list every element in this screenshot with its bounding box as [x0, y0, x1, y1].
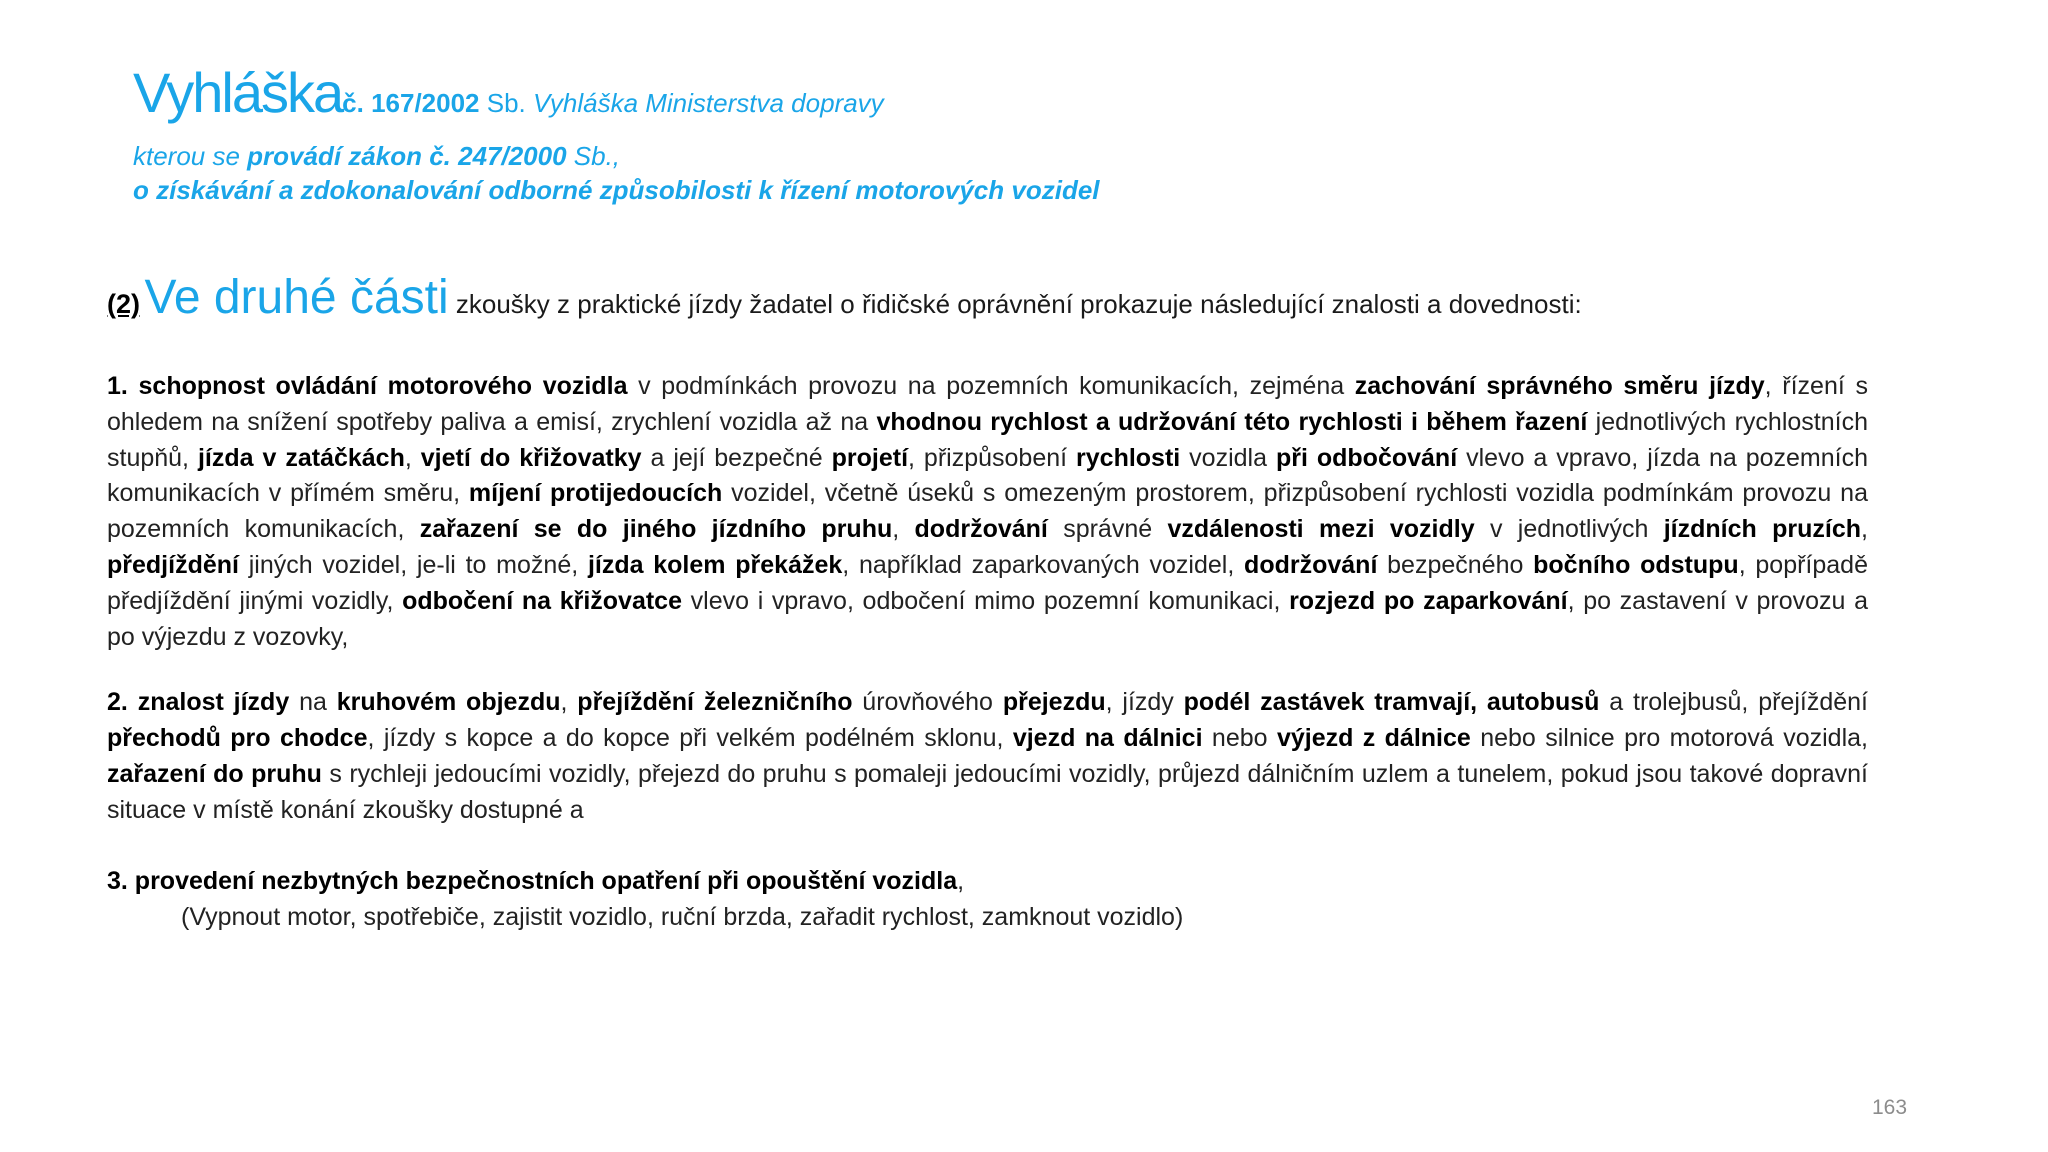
text-run: ,	[892, 515, 915, 544]
bold-phrase: výjezd z dálnice	[1276, 724, 1471, 753]
text-run: správné	[1047, 515, 1168, 544]
text-run: s rychleji jedoucími vozidly, přejezd do pruhu s pomaleji jedoucími vozidly, průjezd dálničním uzlem a tunelem, pokud jsou takové dopravní situace v místě konání zkoušky dostupné a	[107, 759, 1868, 824]
bold-phrase: zařazení do pruhu	[107, 759, 322, 788]
bold-phrase: předjíždění	[107, 550, 239, 579]
text-run: vozidla	[1180, 443, 1276, 472]
section-intro: zkoušky z praktické jízdy žadatel o řidičské oprávnění prokazuje následující znalosti a dovednosti:	[448, 289, 1582, 319]
header-line2-b: provádí zákon č. 247/2000	[247, 141, 567, 171]
bold-phrase: rychlosti	[1076, 443, 1181, 472]
text-run: , popřípadě předjíždění jinými vozidly,	[107, 550, 1868, 615]
bold-phrase: jízda kolem překážek	[587, 550, 843, 579]
text-run: , jízdy s kopce a do kopce při velkém podélném sklonu,	[367, 724, 1013, 753]
text-run: jednotlivých rychlostních stupňů,	[107, 407, 1868, 472]
bold-phrase: jízdních pruzích	[1663, 515, 1862, 544]
text-run: a její bezpečné	[641, 443, 832, 472]
text-run: nebo	[1202, 724, 1277, 753]
item-2-paragraph	[107, 685, 1868, 828]
item-3-tail: ,	[957, 866, 965, 895]
decree-number: č. 167/2002	[342, 88, 480, 118]
bold-phrase: vzdálenosti mezi vozidly	[1167, 515, 1475, 544]
text-run: ,	[560, 688, 578, 717]
section-heading	[107, 268, 1868, 339]
text-run: , jízdy	[1105, 688, 1184, 717]
bold-phrase: odbočení na křižovatce	[402, 586, 682, 615]
bold-phrase: přejíždění železničního	[577, 688, 853, 717]
text-run: v jednotlivých	[1474, 515, 1664, 544]
text-run: vlevo i vpravo, odbočení mimo pozemní komunikaci,	[682, 586, 1290, 615]
bold-phrase: vjezd na dálnici	[1012, 724, 1203, 753]
bold-phrase: zařazení se do jiného jízdního pruhu	[419, 515, 893, 544]
decree-subtitle: Vyhláška Ministerstva dopravy	[533, 88, 884, 118]
slide-content	[107, 268, 1868, 935]
bold-phrase: dodržování	[1244, 550, 1378, 579]
bold-phrase: bočního odstupu	[1533, 550, 1739, 579]
text-run: nebo silnice pro motorová vozidla,	[1470, 724, 1868, 753]
text-run: v podmínkách provozu na pozemních komunikacích, zejména	[627, 372, 1355, 400]
bold-phrase: rozjezd po zaparkování	[1289, 586, 1568, 615]
section-number: (2)	[107, 289, 140, 319]
item-3-bold: 3. provedení nezbytných bezpečnostních opatření při opouštění vozidla	[107, 866, 958, 895]
header-line-1	[133, 58, 1933, 143]
bold-phrase: podél zastávek tramvají, autobusů	[1183, 688, 1600, 717]
header-title: Vyhláška	[133, 61, 343, 124]
bold-phrase: při odbočování	[1275, 443, 1458, 472]
bold-phrase: zachování správného směru jízdy	[1354, 372, 1765, 400]
slide-header	[133, 58, 1933, 207]
text-run: ,	[404, 443, 421, 472]
bold-phrase: 2. znalost jízdy	[107, 688, 290, 717]
text-run: vlevo a vpravo, jízda na pozemních komunikacích v přímém směru,	[107, 443, 1869, 508]
text-run: , například zaparkovaných vozidel,	[842, 550, 1245, 579]
page-number: 163	[1872, 1096, 1908, 1119]
bold-phrase: 1. schopnost ovládání motorového vozidla	[107, 372, 628, 400]
text-run: jiných vozidel, je-li to možné,	[238, 550, 588, 579]
text-run: na	[289, 688, 337, 717]
text-run: , řízení s ohledem na snížení spotřeby paliva a emisí, zrychlení vozidla až na	[107, 372, 1868, 436]
text-run: , přizpůsobení	[908, 443, 1077, 472]
text-run: ,	[1861, 515, 1868, 544]
text-run: a trolejbusů, přejíždění	[1599, 688, 1868, 717]
decree-sb: Sb.	[479, 88, 533, 118]
text-run: , po zastavení v provozu a po výjezdu z vozovky,	[107, 586, 1869, 651]
text-run: vozidel, včetně úseků s omezeným prostorem, přizpůsobení rychlosti vozidla podmínkám provozu na pozemních komunikacích,	[107, 479, 1868, 544]
bold-phrase: vjetí do křižovatky	[420, 443, 642, 472]
bold-phrase: dodržování	[914, 515, 1048, 544]
text-run: úrovňového	[852, 688, 1003, 717]
item-3-paragraph	[107, 863, 1868, 935]
header-line-2	[133, 139, 1933, 173]
item-1-paragraph	[107, 369, 1868, 655]
bold-phrase: vhodnou rychlost a udržování této rychlosti i během řazení	[876, 407, 1588, 436]
bold-phrase: míjení protijedoucích	[468, 479, 723, 508]
text-run: bezpečného	[1377, 550, 1534, 579]
bold-phrase: přechodů pro chodce	[107, 724, 368, 753]
header-line2-a: kterou se	[133, 141, 248, 171]
bold-phrase: projetí	[831, 443, 909, 472]
header-line-3: o získávání a zdokonalování odborné způsobilosti k řízení motorových vozidel	[133, 175, 1100, 205]
bold-phrase: kruhovém objezdu	[336, 688, 561, 717]
item-3-note: (Vypnout motor, spotřebiče, zajistit vozidlo, ruční brzda, zařadit rychlost, zamknout vozidlo)	[181, 902, 1184, 931]
item-3-line	[107, 863, 1868, 899]
bold-phrase: přejezdu	[1002, 688, 1106, 717]
bold-phrase: jízda v zatáčkách	[197, 443, 405, 472]
header-line2-c: Sb.,	[566, 141, 621, 171]
section-title: Ve druhé části	[144, 271, 449, 324]
